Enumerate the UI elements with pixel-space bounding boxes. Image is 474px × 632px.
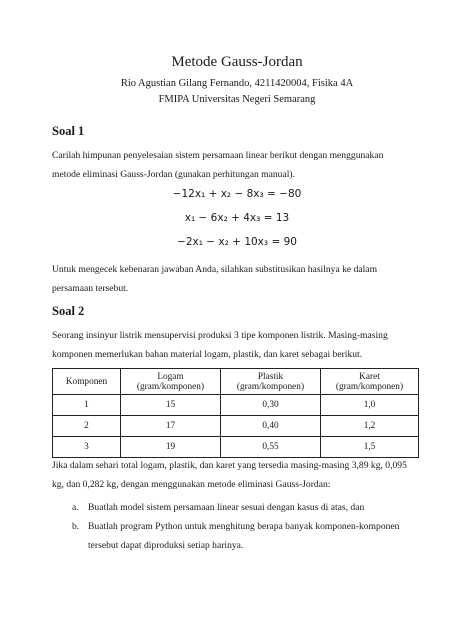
cell-komponen: 3 [53, 437, 121, 458]
author-line: Rio Agustian Gilang Fernando, 4211420004, Fisika 4A [120, 78, 354, 89]
cell-logam: 19 [121, 437, 221, 458]
soal2-intro-line2: komponen memerlukan bahan material logam, plastik, dan karet sebagai berikut. [52, 349, 363, 360]
document-title: Metode Gauss-Jordan [171, 54, 303, 70]
list-text-b-line1: Buatlah program Python untuk menghitung berapa banyak komponen-komponen [88, 521, 400, 532]
list-item-b [52, 517, 418, 555]
soal2-heading: Soal 2 [52, 304, 85, 318]
list-marker-a: a. [72, 502, 79, 513]
institution-line: FMIPA Universitas Negeri Semarang [158, 94, 316, 105]
equation-3: −2x₁ − x₂ + 10x₃ = 90 [177, 236, 297, 248]
equation-1: −12x₁ + x₂ − 8x₃ = −80 [172, 188, 302, 200]
soal1-check-line2: persamaan tersebut. [52, 283, 129, 294]
cell-plastik: 0,30 [221, 395, 321, 416]
cell-karet: 1,2 [321, 416, 419, 437]
soal1-check-line1: Untuk mengecek kebenaran jawaban Anda, silahkan substitusikan hasilnya ke dalam [52, 264, 378, 275]
list-item-a [52, 498, 418, 517]
cell-logam: 15 [121, 395, 221, 416]
cell-plastik: 0,55 [221, 437, 321, 458]
cell-plastik: 0,40 [221, 416, 321, 437]
cell-karet: 1,5 [321, 437, 419, 458]
equation-2: x₁ − 6x₂ + 4x₃ = 13 [184, 212, 290, 224]
header-logam: Logam (gram/komponen) [121, 369, 221, 395]
list-marker-b: b. [72, 521, 80, 532]
table-row [53, 395, 419, 416]
table-row [53, 437, 419, 458]
list-text-a: Buatlah model sistem persamaan linear sesuai dengan kasus di atas, dan [88, 502, 365, 513]
list-text-b-line2: tersebut dapat diproduksi setiap harinya. [88, 540, 244, 551]
header-komponen: Komponen [53, 369, 121, 395]
header-plastik: Plastik (gram/komponen) [221, 369, 321, 395]
soal1-intro-line2: metode eliminasi Gauss-Jordan (gunakan perhitungan manual). [52, 169, 295, 180]
soal1-heading: Soal 1 [52, 124, 85, 138]
soal1-intro-line1: Carilah himpunan penyelesaian sistem persamaan linear berikut dengan menggunakan [52, 150, 384, 161]
table-header-row [53, 369, 419, 395]
header-karet: Karet (gram/komponen) [321, 369, 419, 395]
cell-logam: 17 [121, 416, 221, 437]
cell-komponen: 1 [53, 395, 121, 416]
cell-karet: 1,0 [321, 395, 419, 416]
soal2-intro-line1: Seorang insinyur listrik mensupervisi produksi 3 tipe komponen listrik. Masing-masing [52, 330, 388, 341]
table-row [53, 416, 419, 437]
cell-komponen: 2 [53, 416, 121, 437]
soal2-para-line2: kg, dan 0,282 kg, dengan menggunakan metode eliminasi Gauss-Jordan: [52, 479, 331, 490]
material-table [52, 368, 419, 458]
soal2-para-line1: Jika dalam sehari total logam, plastik, dan karet yang tersedia masing-masing 3,89 kg, 0,095 [52, 460, 407, 471]
